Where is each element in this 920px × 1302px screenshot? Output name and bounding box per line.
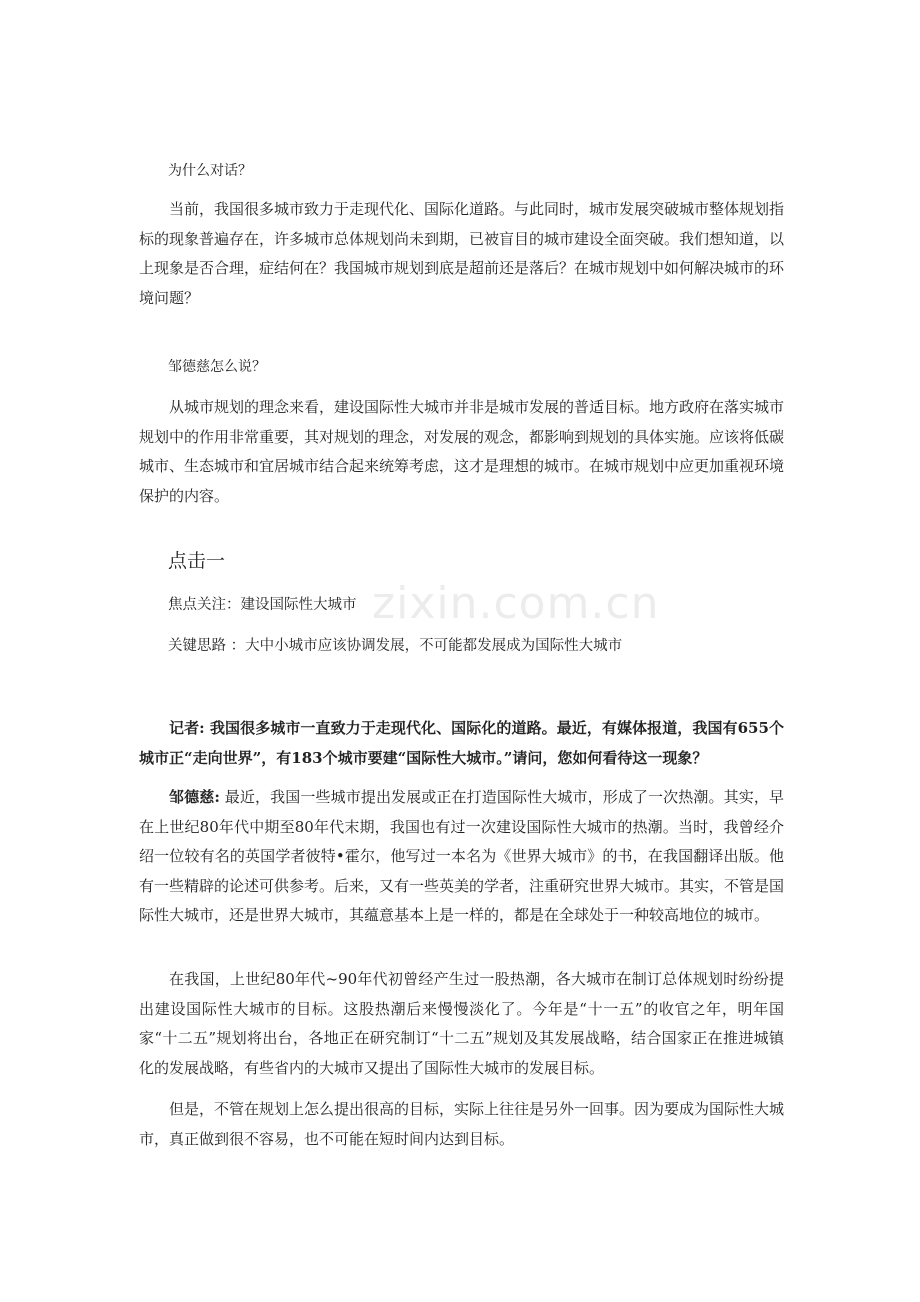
watermark-text: zixin.com.cn bbox=[372, 578, 660, 629]
focus-topic: 焦点关注：建设国际性大城市 bbox=[168, 597, 357, 613]
reporter-question: 记者: 我国很多城市一直致力于走现代化、国际化的道路。最近，有媒体报道，我国有655个城市正“走向世界”，有183个城市要建“国际性大城市。”请问，您如何看待这一现象？ bbox=[139, 719, 784, 767]
section-title-click-one: 点击一 bbox=[168, 550, 226, 572]
answer-speaker: 邹德慈: bbox=[169, 788, 220, 806]
paragraph-current-situation: 当前，我国很多城市致力于走现代化、国际化道路。与此同时，城市发展突破城市整体规划指标的现象普遍存在，许多城市总体规划尚未到期，已被盲目的城市建设全面突破。我们想知道，以上现象是否合理，症结何在？我国城市规划到底是超前还是落后？在城市规划中如何解决城市的环境问题？ bbox=[139, 200, 785, 307]
key-idea: 关键思路 ：大中小城市应该协调发展，不可能都发展成为国际性大城市 bbox=[168, 638, 623, 654]
answer-paragraph-3: 但是，不管在规划上怎么提出很高的目标，实际上往往是另外一回事。因为要成为国际性大城市，真正做到很不容易，也不可能在短时间内达到目标。 bbox=[139, 1100, 785, 1148]
paragraph-planning-concept: 从城市规划的理念来看，建设国际性大城市并非是城市发展的普适目标。地方政府在落实城市规划中的作用非常重要，其对规划的理念，对发展的观念，都影响到规划的具体实施。应该将低碳城市、生态城市和宜居城市结合起来统筹考虑，这才是理想的城市。在城市规划中应更加重视环境保护的内容。 bbox=[139, 398, 785, 505]
answer-paragraph-2: 在我国，上世纪80年代~90年代初曾经产生过一股热潮，各大城市在制订总体规划时纷纷提出建设国际性大城市的目标。这股热潮后来慢慢淡化了。今年是“十一五”的收官之年，明年国家“十二五”规划将出台，各地正在研究制订“十二五”规划及其发展战略，结合国家正在推进城镇化的发展战略，有些省内的大城市又提出了国际性大城市的发展目标。 bbox=[139, 970, 784, 1077]
heading-why-dialogue: 为什么对话？ bbox=[168, 163, 252, 179]
heading-zou-says: 邹德慈怎么说？ bbox=[168, 359, 266, 375]
answer-paragraph-1 bbox=[139, 783, 784, 931]
answer-text: 最近，我国一些城市提出发展或正在打造国际性大城市，形成了一次热潮。其实，早在上世纪80年代中期至80年代末期，我国也有过一次建设国际性大城市的热潮。当时，我曾经介绍一位较有名的英国学者彼特•霍尔，他写过一本名为《世界大城市》的书，在我国翻译出版。他有一些精辟的论述可供参考。后来，又有一些英美的学者，注重研究世界大城市。其实，不管是国际性大城市，还是世界大城市，其蕴意基本上是一样的，都是在全球处于一种较高地位的城市。 bbox=[139, 788, 785, 924]
